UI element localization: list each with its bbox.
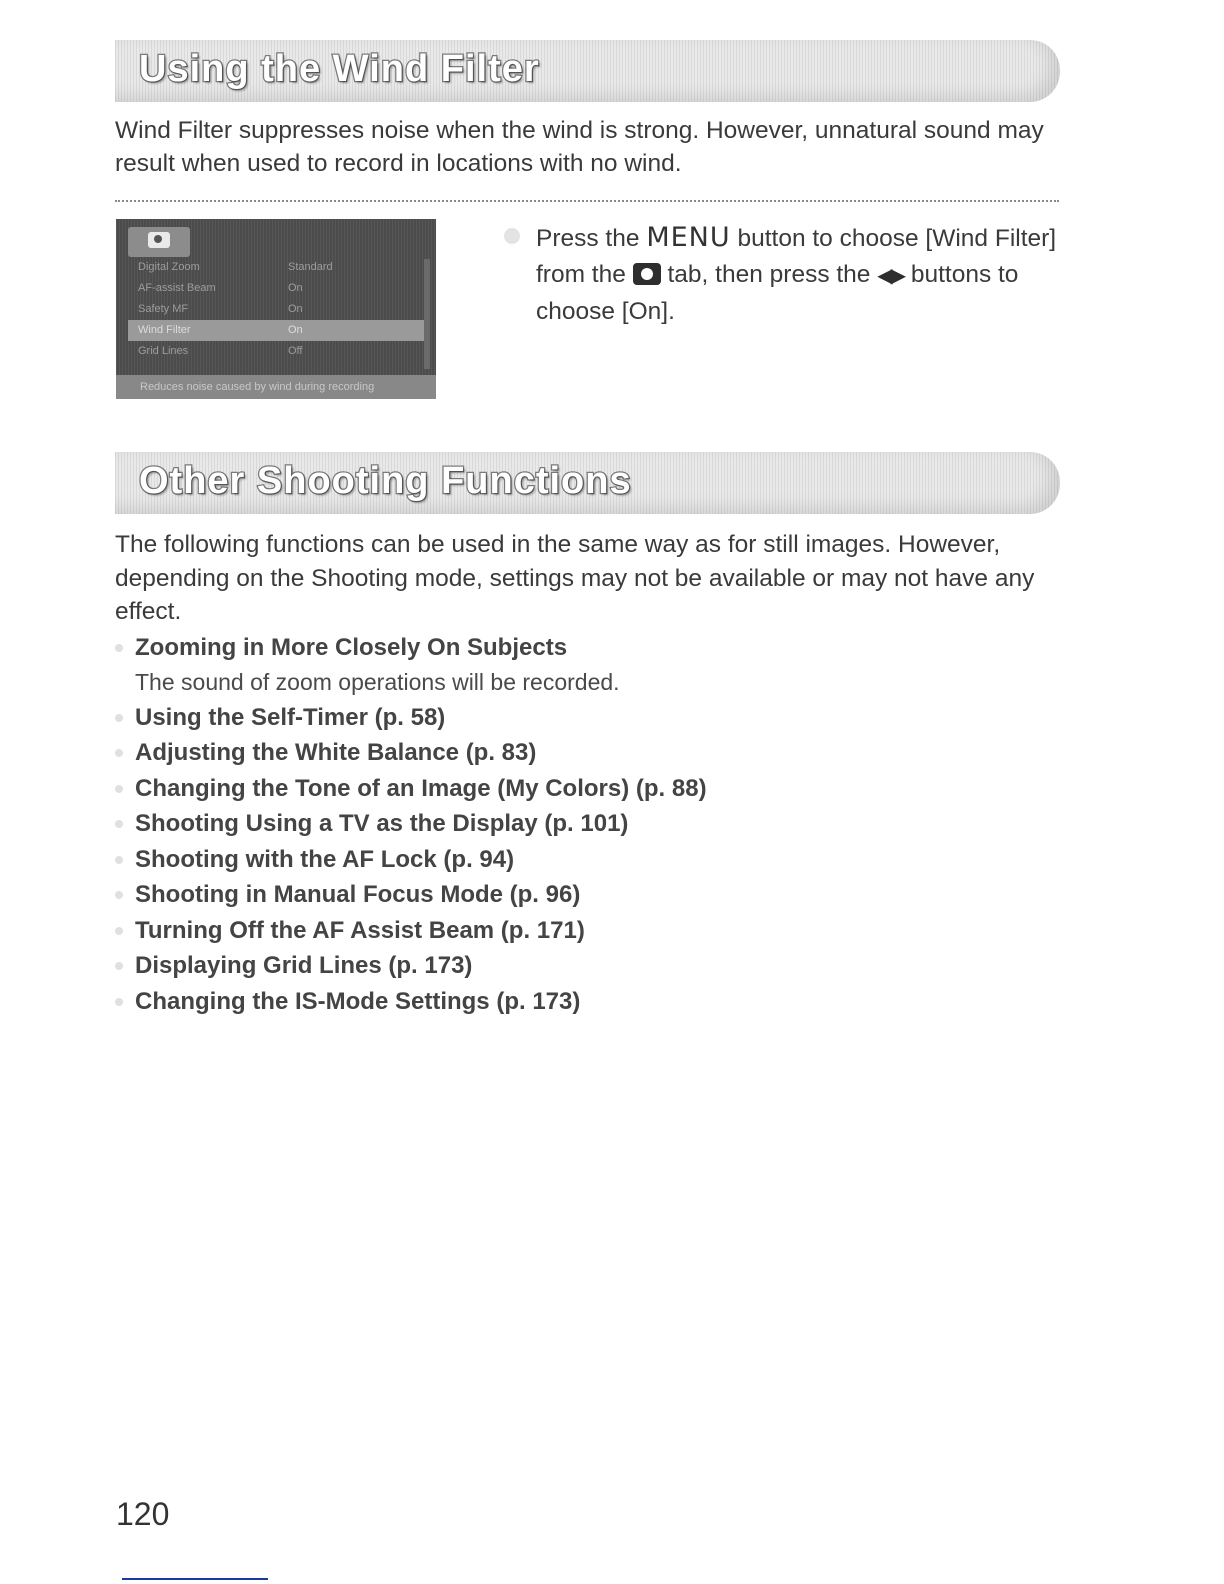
list-item — [115, 877, 1075, 913]
function-label: Shooting Using a TV as the Display (p. 101) — [135, 810, 629, 837]
lcd-menu-key: Digital Zoom — [138, 261, 200, 273]
function-label: Shooting in Manual Focus Mode (p. 96) — [135, 881, 581, 908]
lcd-menu-list — [128, 257, 424, 362]
bullet-icon — [115, 998, 123, 1006]
function-label: Turning Off the AF Assist Beam (p. 171) — [135, 916, 585, 944]
list-item — [115, 984, 1075, 1020]
function-label: Adjusting the White Balance (p. 83) — [135, 739, 537, 766]
function-label: Shooting with the AF Lock (p. 94) — [135, 845, 515, 873]
shooting-tab — [128, 227, 190, 257]
function-note: The sound of zoom operations will be recorded. — [135, 668, 620, 695]
lcd-menu-key: AF-assist Beam — [138, 282, 216, 294]
other-functions-intro: The following functions can be used in the same way as for still images. However, depending on the Shooting mode, settings may not be available or may not have any effect. — [115, 531, 1035, 625]
bullet-icon — [115, 927, 123, 935]
function-label: Using the Self-Timer (p. 58) — [135, 703, 446, 731]
wind-filter-intro: Wind Filter suppresses noise when the wind is strong. However, unnatural sound may result when used to record in locations with no wind. — [115, 117, 1044, 177]
dotted-divider — [115, 200, 1059, 202]
list-item — [115, 735, 1075, 771]
section-banner-other-functions — [115, 452, 1060, 514]
camera-icon — [148, 232, 170, 248]
instruction-part: button to choose [Wind Filter] from the — [536, 225, 1057, 288]
instruction-text — [536, 220, 1060, 330]
bullet-icon — [115, 962, 123, 970]
function-label: Displaying Grid Lines (p. 173) — [135, 952, 473, 979]
instruction-step — [500, 220, 1060, 330]
lcd-menu-value: On — [288, 282, 303, 294]
instruction-part: buttons to choose [On]. — [536, 261, 1019, 325]
list-item — [115, 700, 1075, 736]
function-label: Changing the Tone of an Image (My Colors) (p. 88) — [135, 774, 707, 802]
function-list — [115, 630, 1075, 1019]
list-item — [115, 806, 1075, 842]
lcd-menu-value: Standard — [288, 261, 333, 273]
list-item — [115, 948, 1075, 984]
list-item — [115, 842, 1075, 878]
section-title: Other Shooting Functions — [139, 460, 632, 502]
lcd-menu-row-selected — [128, 320, 424, 341]
bullet-icon — [115, 891, 123, 899]
lcd-menu-row — [128, 299, 424, 320]
instruction-part: tab, then press the — [660, 261, 878, 288]
bullet-icon — [115, 785, 123, 793]
left-right-arrows-icon: ◀▶ — [877, 265, 905, 287]
lcd-menu-key: Safety MF — [138, 303, 189, 315]
lcd-menu-value: On — [288, 303, 303, 315]
menu-button-label: MENU — [646, 222, 731, 253]
camera-menu-screenshot — [116, 219, 436, 399]
lcd-menu-row — [128, 278, 424, 299]
bullet-icon — [115, 856, 123, 864]
instruction-part: Press the — [536, 225, 647, 252]
section-banner-wind-filter — [115, 40, 1060, 102]
page-footer-rule — [122, 1578, 268, 1580]
list-item — [115, 630, 1075, 698]
bullet-icon — [115, 820, 123, 828]
bullet-icon — [115, 749, 123, 757]
page-number: 120 — [116, 1496, 170, 1532]
section-title: Using the Wind Filter — [139, 48, 540, 90]
step-bullet-icon — [504, 228, 520, 244]
lcd-hint-text: Reduces noise caused by wind during recording — [116, 375, 436, 399]
bullet-icon — [115, 644, 123, 652]
list-item — [115, 771, 1075, 807]
function-label: Zooming in More Closely On Subjects — [135, 634, 568, 661]
lcd-menu-row — [128, 341, 424, 362]
shooting-tab-icon — [633, 263, 661, 285]
lcd-menu-key: Wind Filter — [138, 324, 191, 336]
bullet-icon — [115, 714, 123, 722]
function-label: Changing the IS-Mode Settings (p. 173) — [135, 987, 581, 1015]
lcd-menu-row — [128, 257, 424, 278]
lcd-menu-value: Off — [288, 345, 303, 357]
lcd-menu-key: Grid Lines — [138, 345, 189, 357]
lcd-scrollbar — [424, 259, 430, 369]
list-item — [115, 913, 1075, 949]
lcd-menu-value: On — [288, 324, 303, 336]
